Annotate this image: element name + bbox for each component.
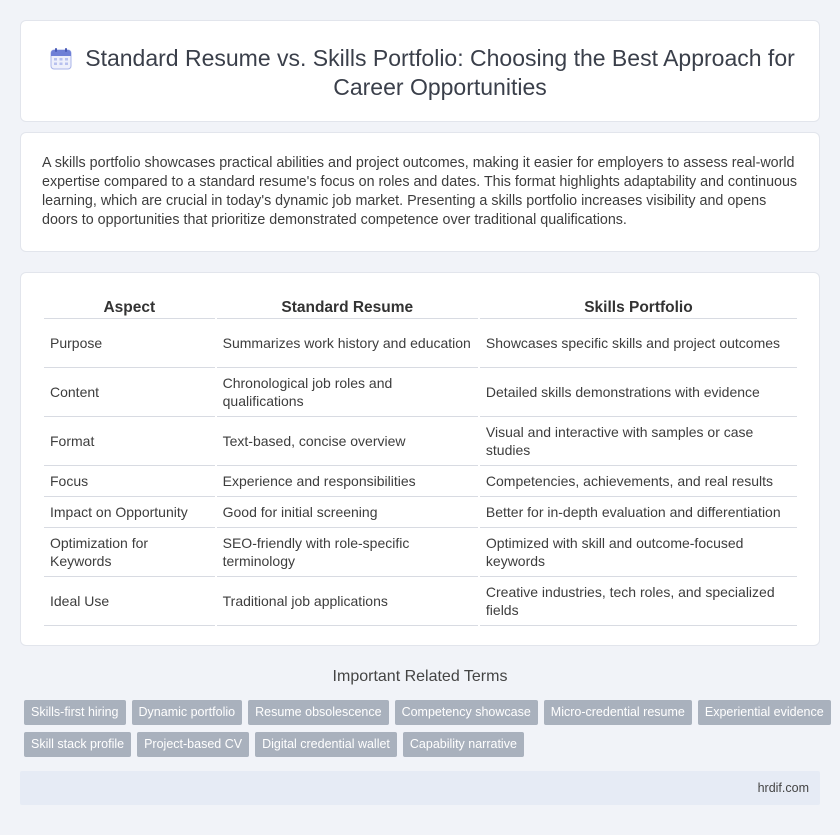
table-row <box>44 577 797 626</box>
tag-resume-obsolescence[interactable]: Resume obsolescence <box>248 700 388 725</box>
table-row <box>44 466 797 497</box>
page-title: Standard Resume vs. Skills Portfolio: Choosing the Best Approach for Career Opportunities <box>85 45 795 100</box>
tag-digital-credential-wallet[interactable]: Digital credential wallet <box>255 732 397 757</box>
tag-experiential-evidence[interactable]: Experiential evidence <box>698 700 831 725</box>
skills-portfolio-cell: Better for in-depth evaluation and differentiation <box>480 497 797 528</box>
tag-capability-narrative[interactable]: Capability narrative <box>403 732 524 757</box>
aspect-cell: Focus <box>44 466 215 497</box>
aspect-cell: Ideal Use <box>44 577 215 626</box>
aspect-cell: Optimization for Keywords <box>44 528 215 577</box>
skills-portfolio-cell: Optimized with skill and outcome-focused keywords <box>480 528 797 577</box>
standard-resume-cell: Chronological job roles and qualifications <box>217 368 478 417</box>
aspect-cell: Purpose <box>44 319 215 368</box>
table-row <box>44 368 797 417</box>
related-terms-list <box>24 700 824 764</box>
header-standard-resume: Standard Resume <box>217 297 478 319</box>
comparison-card <box>20 272 820 646</box>
aspect-cell: Content <box>44 368 215 417</box>
table-row <box>44 319 797 368</box>
intro-paragraph: A skills portfolio showcases practical abilities and project outcomes, making it easier for employers to assess real-world expertise compared to a standard resume's focus on roles and dates. This format highlights adaptability and continuous learning, which are crucial in today's dynamic job market. Presenting a skills portfolio increases visibility and opens doors to opportunities that prioritize demonstrated competence over traditional qualifications. <box>42 155 798 228</box>
intro-card <box>20 132 820 252</box>
footer <box>20 771 820 805</box>
aspect-cell: Impact on Opportunity <box>44 497 215 528</box>
tag-skill-stack-profile[interactable]: Skill stack profile <box>24 732 131 757</box>
tag-competency-showcase[interactable]: Competency showcase <box>395 700 538 725</box>
tag-project-based-cv[interactable]: Project-based CV <box>137 732 249 757</box>
standard-resume-cell: Experience and responsibilities <box>217 466 478 497</box>
calendar-icon <box>49 47 73 71</box>
standard-resume-cell: SEO-friendly with role-specific terminology <box>217 528 478 577</box>
tag-micro-credential-resume[interactable]: Micro-credential resume <box>544 700 692 725</box>
standard-resume-cell: Text-based, concise overview <box>217 417 478 466</box>
skills-portfolio-cell: Visual and interactive with samples or case studies <box>480 417 797 466</box>
title-card <box>20 20 820 122</box>
standard-resume-cell: Summarizes work history and education <box>217 319 478 368</box>
footer-site[interactable]: hrdif.com <box>757 781 809 795</box>
header-skills-portfolio: Skills Portfolio <box>480 297 797 319</box>
comparison-table <box>42 297 799 626</box>
related-terms-heading: Important Related Terms <box>332 668 508 685</box>
table-row <box>44 497 797 528</box>
aspect-cell: Format <box>44 417 215 466</box>
skills-portfolio-cell: Creative industries, tech roles, and specialized fields <box>480 577 797 626</box>
table-header-row <box>44 297 797 319</box>
standard-resume-cell: Good for initial screening <box>217 497 478 528</box>
skills-portfolio-cell: Detailed skills demonstrations with evidence <box>480 368 797 417</box>
tag-skills-first-hiring[interactable]: Skills-first hiring <box>24 700 126 725</box>
standard-resume-cell: Traditional job applications <box>217 577 478 626</box>
skills-portfolio-cell: Showcases specific skills and project outcomes <box>480 319 797 368</box>
header-aspect: Aspect <box>44 297 215 319</box>
table-row <box>44 528 797 577</box>
table-row <box>44 417 797 466</box>
tag-dynamic-portfolio[interactable]: Dynamic portfolio <box>132 700 243 725</box>
skills-portfolio-cell: Competencies, achievements, and real results <box>480 466 797 497</box>
